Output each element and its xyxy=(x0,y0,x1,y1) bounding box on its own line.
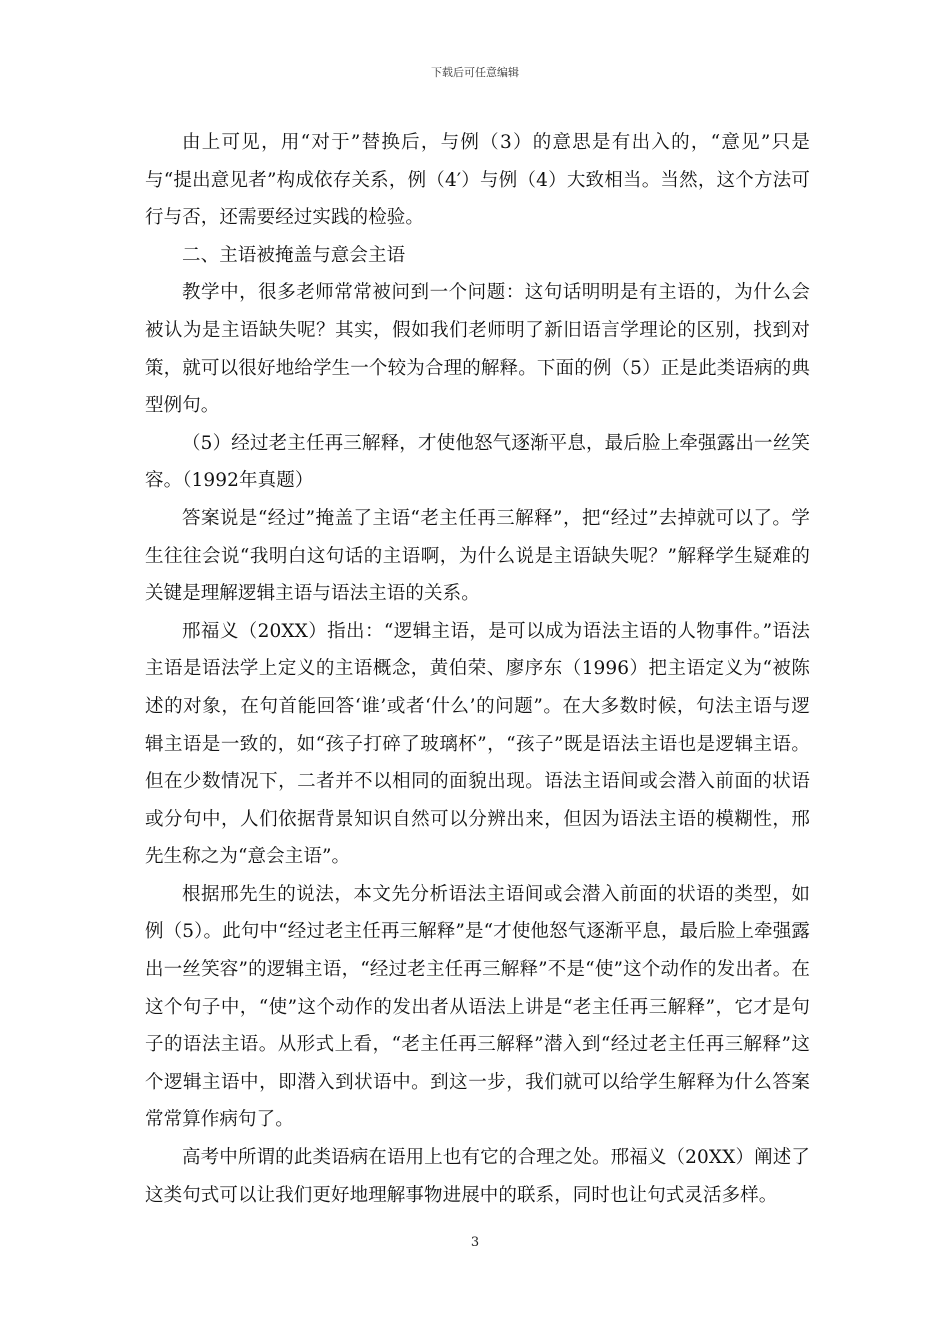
page-number: 3 xyxy=(470,1235,480,1250)
paragraph-answer: 答案说是“经过”掩盖了主语“老主任再三解释”，把“经过”去掉就可以了。学生往往会说“我明白这句话的主语啊，为什么说是主语缺失呢？”解释学生疑难的关键是理解逻辑主语与语法主语的关系。 xyxy=(145,507,810,605)
document-body xyxy=(145,124,810,1214)
paragraph-xing-fuyi: 邢福义（20XX）指出：“逻辑主语，是可以成为语法主语的人物事件。”语法主语是语法学上定义的主语概念，黄伯荣、廖序东（1996）把主语定义为“被陈述的对象，在句首能回答‘谁’或者‘什么’的问题”。在大多数时候，句法主语与逻辑主语是一致的，如“孩子打碎了玻璃杯”，“孩子”既是语法主语也是逻辑主语。但在少数情况下，二者并不以相同的面貌出现。语法主语间或会潜入前面的状语或分句中，人们依据背景知识自然可以分辨出来，但因为语法主语的模糊性，邢先生称之为“意会主语”。 xyxy=(145,620,810,868)
paragraph-analysis: 根据邢先生的说法，本文先分析语法主语间或会潜入前面的状语的类型，如例（5）。此句中“经过老主任再三解释”是“才使他怒气逐渐平息，最后脸上牵强露出一丝笑容”的逻辑主语，“经过老主任再三解释”不是“使”这个动作的发出者。在这个句子中，“使”这个动作的发出者从语法上讲是“老主任再三解释”，它才是句子的语法主语。从形式上看，“老主任再三解释”潜入到“经过老主任再三解释”这个逻辑主语中，即潜入到状语中。到这一步，我们就可以给学生解释为什么答案常常算作病句了。 xyxy=(145,883,810,1131)
paragraph-rationality: 高考中所谓的此类语病在语用上也有它的合理之处。邢福义（20XX）阐述了这类句式可以让我们更好地理解事物进展中的联系，同时也让句式灵活多样。 xyxy=(145,1147,810,1206)
paragraph-conclusion: 由上可见，用“对于”替换后，与例（3）的意思是有出入的，“意见”只是与“提出意见者”构成依存关系，例（4′）与例（4）大致相当。当然，这个方法可行与否，还需要经过实践的检验。 xyxy=(145,132,810,229)
section-heading: 二、主语被掩盖与意会主语 xyxy=(182,244,406,266)
paragraph-teaching-question: 教学中，很多老师常常被问到一个问题：这句话明明是有主语的，为什么会被认为是主语缺失呢？其实，假如我们老师明了新旧语言学理论的区别，找到对策，就可以很好地给学生一个较为合理的解释。下面的例（5）正是此类语病的典型例句。 xyxy=(145,282,810,417)
page-header: 下载后可任意编辑 xyxy=(431,66,519,79)
paragraph-example-5: （5）经过老主任再三解释，才使他怒气逐渐平息，最后脸上牵强露出一丝笑容。（1992年真题） xyxy=(145,432,810,492)
